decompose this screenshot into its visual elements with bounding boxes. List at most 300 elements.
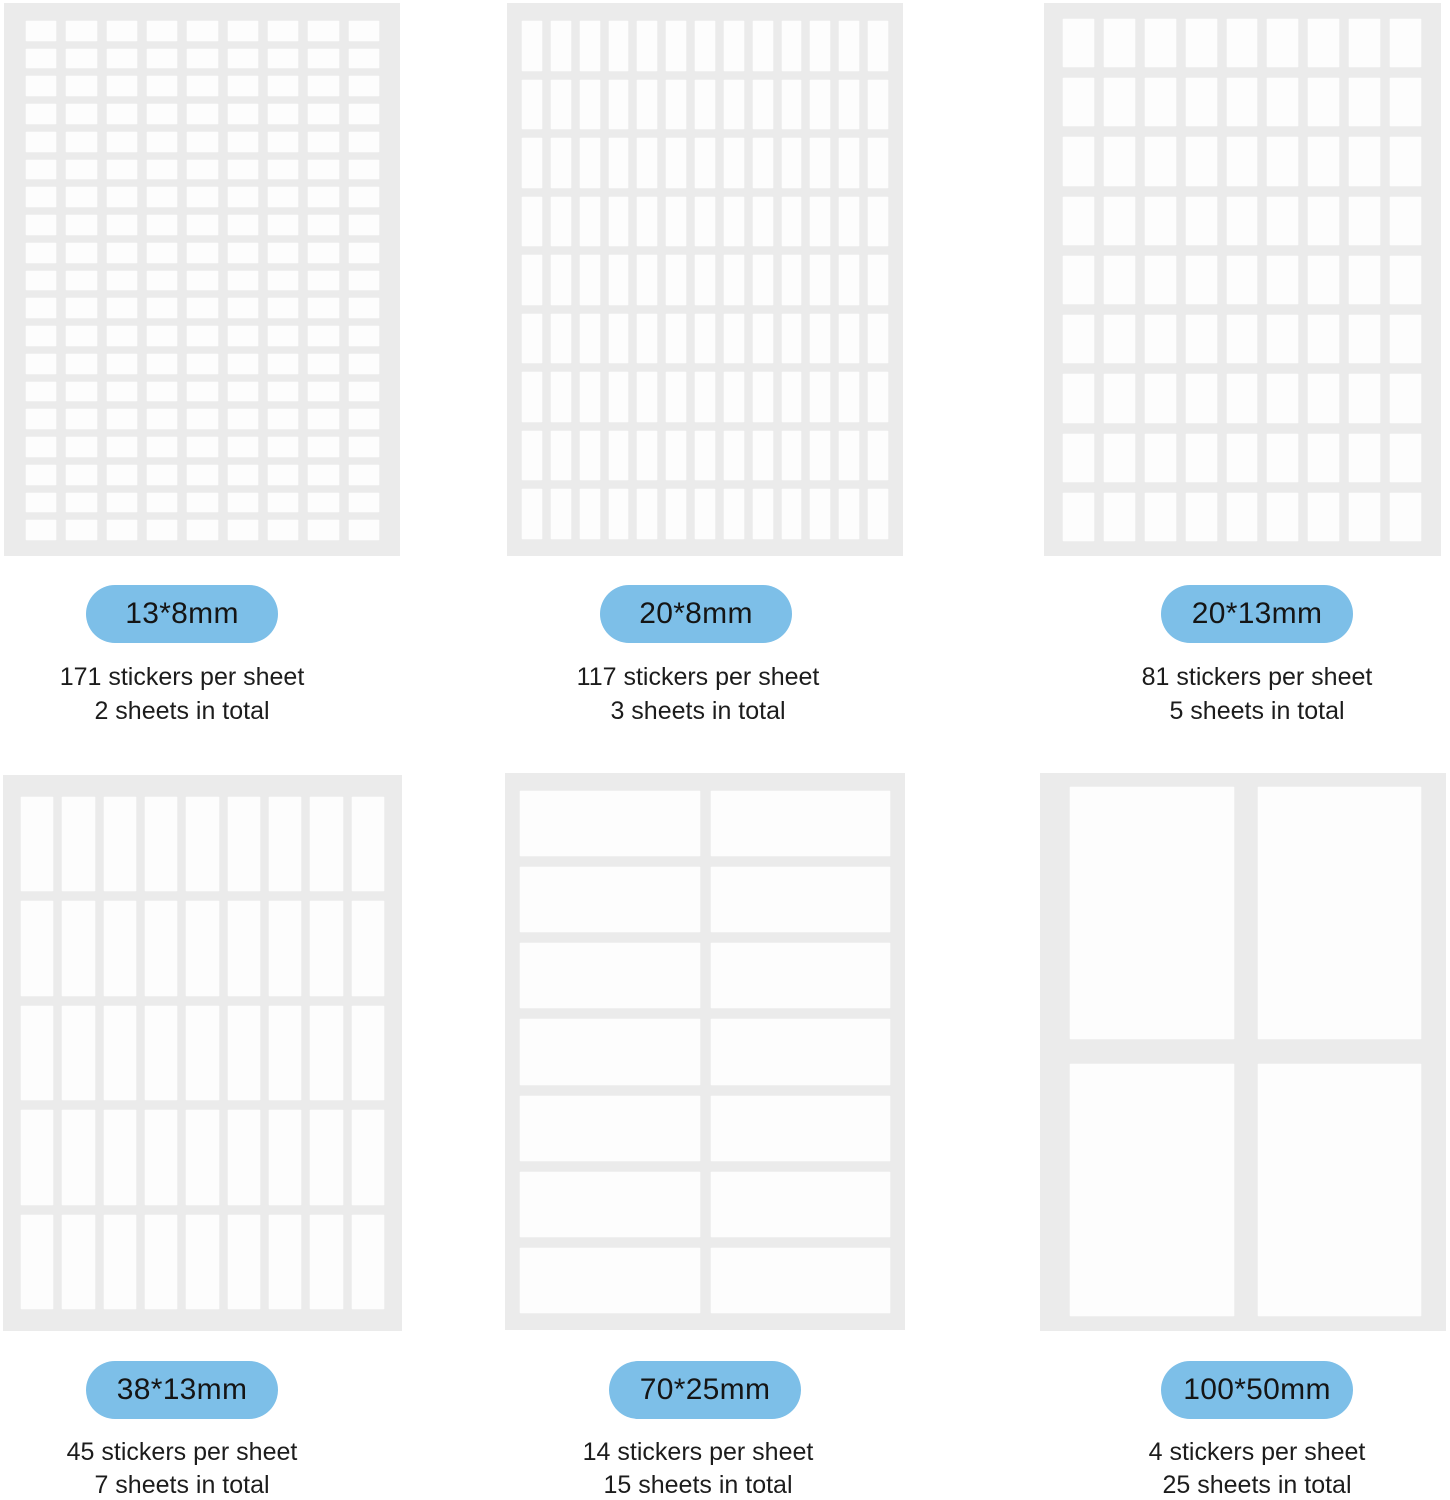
sticker-label <box>752 137 774 189</box>
sticker-label <box>227 796 261 892</box>
sticker-label <box>636 20 658 72</box>
sticker-label <box>106 436 138 458</box>
sticker-label <box>723 254 745 306</box>
sticker-label <box>348 75 380 97</box>
sticker-label <box>1062 492 1095 542</box>
sticker-label <box>1226 18 1259 68</box>
sticker-label <box>307 270 339 292</box>
sticker-label <box>1307 18 1340 68</box>
sticker-label <box>25 186 57 208</box>
sticker-label <box>106 214 138 236</box>
sticker-label <box>781 254 803 306</box>
sticker-label <box>636 430 658 482</box>
sticker-label <box>710 1095 892 1162</box>
stickers-per-sheet-text: 81 stickers per sheet <box>1141 663 1373 691</box>
sticker-label <box>309 1005 343 1101</box>
sticker-label <box>1307 77 1340 127</box>
sticker-label <box>752 196 774 248</box>
sticker-label <box>146 20 178 42</box>
sticker-label <box>227 159 259 181</box>
sticker-label <box>65 464 97 486</box>
sticker-label <box>146 48 178 70</box>
sticker-label <box>348 381 380 403</box>
sticker-label <box>665 254 687 306</box>
sticker-label <box>146 408 178 430</box>
sticker-label <box>227 353 259 375</box>
sticker-label <box>185 796 219 892</box>
sticker-label <box>521 488 543 540</box>
sticker-label <box>61 1005 95 1101</box>
sticker-label <box>348 159 380 181</box>
sticker-label <box>550 20 572 72</box>
sticker-label <box>227 325 259 347</box>
sticker-label <box>186 214 218 236</box>
sticker-label <box>146 353 178 375</box>
sticker-label <box>1144 255 1177 305</box>
sticker-label <box>103 900 137 996</box>
sticker-label <box>185 1214 219 1310</box>
sticker-label <box>309 1214 343 1310</box>
sticker-label <box>550 196 572 248</box>
sticker-label <box>227 492 259 514</box>
sticker-label <box>268 900 302 996</box>
sticker-label <box>307 159 339 181</box>
sticker-label <box>1144 433 1177 483</box>
sticker-label <box>25 75 57 97</box>
sticker-label <box>521 430 543 482</box>
sticker-label <box>521 371 543 423</box>
sticker-label <box>267 270 299 292</box>
sheets-total-text: 15 sheets in total <box>603 1471 793 1499</box>
sticker-label <box>65 408 97 430</box>
sticker-label <box>348 492 380 514</box>
sticker-label <box>106 20 138 42</box>
sticker-label <box>1062 18 1095 68</box>
sticker-label <box>267 436 299 458</box>
sticker-label <box>185 1005 219 1101</box>
sticker-label <box>307 186 339 208</box>
sticker-label <box>1103 136 1136 186</box>
sticker-label <box>1185 255 1218 305</box>
sticker-label <box>1144 314 1177 364</box>
sticker-label <box>185 900 219 996</box>
sticker-label <box>867 79 889 131</box>
sticker-label <box>267 159 299 181</box>
sticker-label <box>186 131 218 153</box>
sticker-label <box>710 1247 892 1314</box>
sticker-label <box>227 436 259 458</box>
sticker-label <box>550 254 572 306</box>
sticker-label <box>106 75 138 97</box>
sticker-label <box>838 313 860 365</box>
sticker-label <box>307 214 339 236</box>
sticker-label <box>809 254 831 306</box>
sticker-label <box>694 254 716 306</box>
sticker-label <box>307 48 339 70</box>
sticker-label <box>752 488 774 540</box>
sticker-label <box>665 430 687 482</box>
sticker-label <box>867 371 889 423</box>
sticker-label <box>1226 255 1259 305</box>
sticker-label <box>227 20 259 42</box>
sticker-label <box>351 1109 385 1205</box>
sticker-label <box>1226 373 1259 423</box>
sticker-label <box>186 492 218 514</box>
sticker-label <box>144 1005 178 1101</box>
sticker-label <box>1257 786 1423 1040</box>
sticker-label <box>665 371 687 423</box>
sticker-label <box>267 48 299 70</box>
sticker-label <box>307 103 339 125</box>
sticker-label <box>867 20 889 72</box>
sticker-label <box>25 242 57 264</box>
sticker-label <box>1103 373 1136 423</box>
sticker-label <box>1307 373 1340 423</box>
sticker-label <box>1307 136 1340 186</box>
sticker-label <box>608 137 630 189</box>
sticker-label <box>1389 314 1422 364</box>
sticker-label <box>867 137 889 189</box>
sticker-label <box>20 1214 54 1310</box>
sticker-label <box>348 103 380 125</box>
sticker-label <box>809 488 831 540</box>
sticker-label <box>1185 314 1218 364</box>
sticker-label <box>65 159 97 181</box>
sticker-label <box>227 1214 261 1310</box>
sticker-label <box>636 313 658 365</box>
sticker-label <box>1266 136 1299 186</box>
sticker-label <box>186 519 218 541</box>
sticker-label <box>1266 492 1299 542</box>
sticker-label <box>351 796 385 892</box>
sticker-label <box>1389 433 1422 483</box>
sticker-label <box>608 313 630 365</box>
stickers-per-sheet-text: 45 stickers per sheet <box>66 1438 298 1466</box>
sticker-label <box>1185 492 1218 542</box>
sticker-label <box>608 79 630 131</box>
sticker-label <box>227 186 259 208</box>
sticker-label <box>710 790 892 857</box>
sticker-label <box>267 20 299 42</box>
sticker-label <box>227 900 261 996</box>
sticker-label <box>838 430 860 482</box>
sheets-total-text: 5 sheets in total <box>1169 697 1345 725</box>
sticker-label <box>694 371 716 423</box>
stickers-per-sheet-text: 171 stickers per sheet <box>59 663 305 691</box>
sticker-sheet <box>505 773 905 1330</box>
sticker-label <box>710 866 892 933</box>
sticker-label <box>694 196 716 248</box>
sticker-label <box>309 1109 343 1205</box>
sticker-label <box>348 519 380 541</box>
sticker-label <box>1266 373 1299 423</box>
sticker-label <box>550 313 572 365</box>
sticker-label <box>146 270 178 292</box>
sticker-label <box>307 353 339 375</box>
sticker-label <box>550 371 572 423</box>
sticker-label <box>838 254 860 306</box>
sticker-label <box>710 1018 892 1085</box>
sticker-label <box>809 137 831 189</box>
sticker-label <box>146 131 178 153</box>
sticker-label <box>20 900 54 996</box>
sticker-label <box>1226 314 1259 364</box>
sticker-label <box>106 519 138 541</box>
sticker-label <box>579 20 601 72</box>
sticker-label <box>144 796 178 892</box>
sticker-label <box>1185 196 1218 246</box>
sticker-label <box>146 159 178 181</box>
sticker-label <box>25 519 57 541</box>
sticker-label <box>106 297 138 319</box>
sticker-label <box>106 492 138 514</box>
stickers-per-sheet-text: 14 stickers per sheet <box>582 1438 814 1466</box>
sticker-label <box>103 796 137 892</box>
sticker-label <box>867 196 889 248</box>
sticker-label <box>781 20 803 72</box>
sticker-label <box>106 131 138 153</box>
sticker-label <box>348 270 380 292</box>
sticker-label <box>61 1214 95 1310</box>
sticker-label <box>227 48 259 70</box>
sticker-label <box>65 75 97 97</box>
sticker-label <box>579 313 601 365</box>
sticker-label <box>186 297 218 319</box>
sticker-label <box>723 20 745 72</box>
sticker-label <box>186 75 218 97</box>
sticker-label <box>579 488 601 540</box>
sticker-label <box>636 254 658 306</box>
sticker-label <box>227 1109 261 1205</box>
sticker-label <box>1144 136 1177 186</box>
sticker-label <box>550 79 572 131</box>
stickers-per-sheet-text: 4 stickers per sheet <box>1148 1438 1366 1466</box>
sticker-label <box>694 488 716 540</box>
sticker-label <box>267 297 299 319</box>
sticker-label <box>267 186 299 208</box>
sticker-label <box>723 196 745 248</box>
sticker-label <box>1103 314 1136 364</box>
sticker-label <box>103 1005 137 1101</box>
sticker-label <box>144 900 178 996</box>
sticker-label <box>186 464 218 486</box>
sticker-label <box>25 214 57 236</box>
sticker-label <box>1307 255 1340 305</box>
sticker-label <box>106 159 138 181</box>
sticker-label <box>146 214 178 236</box>
sticker-label <box>65 492 97 514</box>
sticker-label <box>1389 18 1422 68</box>
sticker-label <box>1266 433 1299 483</box>
sticker-label <box>665 79 687 131</box>
sticker-label <box>1266 77 1299 127</box>
sticker-label <box>752 254 774 306</box>
sticker-label <box>1185 136 1218 186</box>
sticker-label <box>519 790 701 857</box>
sticker-label <box>694 313 716 365</box>
size-badge: 100*50mm <box>1161 1361 1353 1419</box>
sticker-label <box>723 371 745 423</box>
sticker-label <box>809 20 831 72</box>
sticker-label <box>348 214 380 236</box>
sticker-label <box>25 436 57 458</box>
sticker-label <box>1185 373 1218 423</box>
sticker-label <box>65 436 97 458</box>
sticker-label <box>1307 433 1340 483</box>
sticker-label <box>267 325 299 347</box>
sticker-label <box>579 79 601 131</box>
sticker-label <box>1144 77 1177 127</box>
sticker-label <box>636 196 658 248</box>
sticker-label <box>1144 18 1177 68</box>
sticker-label <box>608 371 630 423</box>
sticker-sheet <box>3 775 402 1331</box>
sticker-label <box>348 20 380 42</box>
sticker-label <box>186 353 218 375</box>
sticker-label <box>146 464 178 486</box>
sticker-label <box>186 436 218 458</box>
sticker-label <box>25 464 57 486</box>
sticker-label <box>227 75 259 97</box>
sticker-label <box>1103 255 1136 305</box>
sticker-label <box>710 942 892 1009</box>
sticker-label <box>25 408 57 430</box>
sticker-label <box>307 297 339 319</box>
sticker-label <box>103 1109 137 1205</box>
sticker-label <box>1062 433 1095 483</box>
sticker-sheet <box>1044 3 1441 556</box>
sticker-label <box>608 196 630 248</box>
sticker-label <box>694 20 716 72</box>
sticker-label <box>781 488 803 540</box>
sticker-label <box>579 196 601 248</box>
sticker-label <box>1144 196 1177 246</box>
sticker-label <box>723 488 745 540</box>
sticker-label <box>25 325 57 347</box>
sticker-label <box>521 79 543 131</box>
sticker-label <box>1257 1063 1423 1317</box>
sticker-label <box>348 325 380 347</box>
sticker-label <box>309 796 343 892</box>
sticker-label <box>838 371 860 423</box>
sticker-label <box>309 900 343 996</box>
sticker-label <box>809 313 831 365</box>
sticker-label <box>579 137 601 189</box>
sticker-label <box>1144 373 1177 423</box>
sticker-label <box>1389 196 1422 246</box>
sticker-label <box>227 1005 261 1101</box>
sticker-label <box>1266 196 1299 246</box>
sticker-label <box>267 103 299 125</box>
sticker-label <box>348 353 380 375</box>
sticker-label <box>307 408 339 430</box>
sticker-label <box>307 75 339 97</box>
sticker-label <box>1144 492 1177 542</box>
sticker-label <box>348 297 380 319</box>
sticker-label <box>267 131 299 153</box>
sticker-label <box>25 20 57 42</box>
sticker-label <box>519 1018 701 1085</box>
sticker-label <box>1103 196 1136 246</box>
sticker-label <box>25 492 57 514</box>
sticker-label <box>20 1109 54 1205</box>
size-badge: 70*25mm <box>609 1361 801 1419</box>
sticker-label <box>519 942 701 1009</box>
sticker-label <box>723 313 745 365</box>
sticker-label <box>521 254 543 306</box>
sticker-label <box>1348 18 1381 68</box>
sticker-label <box>1062 77 1095 127</box>
sticker-label <box>146 242 178 264</box>
sticker-label <box>608 430 630 482</box>
sticker-label <box>521 20 543 72</box>
sticker-label <box>267 492 299 514</box>
sticker-label <box>752 79 774 131</box>
sticker-label <box>636 137 658 189</box>
sticker-label <box>608 488 630 540</box>
sticker-label <box>65 381 97 403</box>
sticker-label <box>1103 492 1136 542</box>
sticker-label <box>867 430 889 482</box>
sticker-label <box>1348 77 1381 127</box>
sticker-label <box>1226 433 1259 483</box>
sticker-sheet <box>507 3 903 556</box>
sticker-label <box>1062 136 1095 186</box>
sticker-label <box>1226 196 1259 246</box>
sticker-label <box>146 297 178 319</box>
sticker-label <box>20 796 54 892</box>
sticker-label <box>103 1214 137 1310</box>
sticker-label <box>781 79 803 131</box>
sticker-label <box>838 488 860 540</box>
sticker-label <box>307 492 339 514</box>
sticker-label <box>268 1109 302 1205</box>
sticker-label <box>348 186 380 208</box>
sticker-label <box>781 430 803 482</box>
sticker-label <box>781 313 803 365</box>
sticker-label <box>106 242 138 264</box>
sticker-label <box>1062 255 1095 305</box>
sticker-label <box>348 436 380 458</box>
sticker-label <box>227 519 259 541</box>
sticker-label <box>1307 314 1340 364</box>
sticker-label <box>348 242 380 264</box>
sticker-label <box>809 430 831 482</box>
sticker-label <box>106 325 138 347</box>
sticker-label <box>25 381 57 403</box>
sticker-label <box>752 313 774 365</box>
sticker-label <box>307 436 339 458</box>
sticker-label <box>307 325 339 347</box>
sticker-label <box>267 353 299 375</box>
sticker-label <box>146 186 178 208</box>
sticker-label <box>351 1214 385 1310</box>
sticker-label <box>268 1214 302 1310</box>
sticker-label <box>307 131 339 153</box>
sticker-label <box>636 371 658 423</box>
sticker-label <box>61 900 95 996</box>
sticker-label <box>1103 433 1136 483</box>
sticker-label <box>636 79 658 131</box>
sticker-label <box>1062 196 1095 246</box>
sticker-label <box>636 488 658 540</box>
sticker-label <box>752 20 774 72</box>
sticker-label <box>267 519 299 541</box>
sticker-label <box>146 325 178 347</box>
sticker-label <box>146 75 178 97</box>
sticker-label <box>521 137 543 189</box>
sticker-label <box>781 137 803 189</box>
